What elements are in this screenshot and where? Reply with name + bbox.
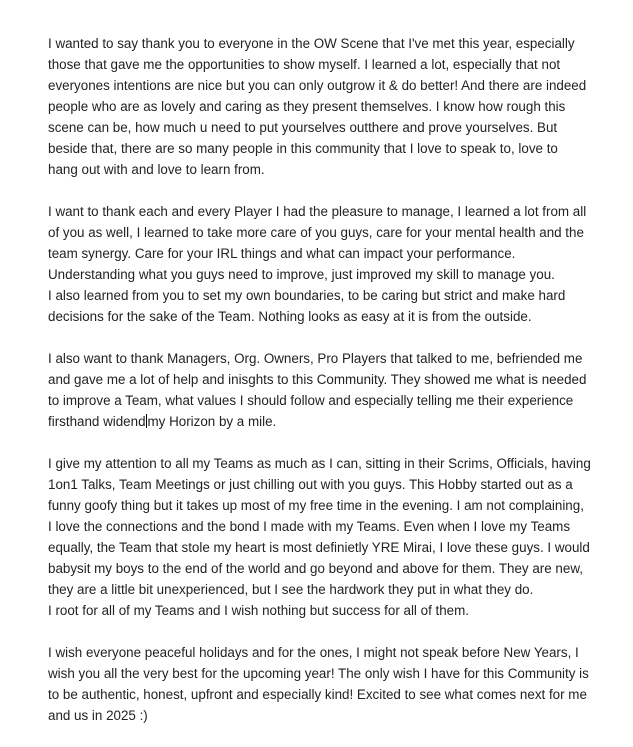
paragraph-1 [48,33,608,180]
text-line: 1on1 Talks, Team Meetings or just chilling out with you guys. This Hobby started out as a [48,477,573,492]
text-line: decisions for the sake of the Team. Nothing looks as easy at it is from the outside. [48,309,532,324]
paragraph-2 [48,201,608,327]
text-line: I also want to thank Managers, Org. Owners, Pro Players that talked to me, befriended me [48,351,583,366]
text-line: scene can be, how much u need to put yourselves outthere and prove yourselves. But [48,120,558,135]
text-line: hang out with and love to learn from. [48,162,265,177]
paragraph-4 [48,453,608,621]
text-line: to improve a Team, what values I should follow and especially telling me their experience [48,393,574,408]
text-after-caret: my Horizon by a mile. [147,414,277,429]
text-line: to be authentic, honest, upfront and especially kind! Excited to see what comes next for me [48,687,587,702]
text-line: I root for all of my Teams and I wish nothing but success for all of them. [48,603,470,618]
text-line: Understanding what you guys need to improve, just improved my skill to manage you. [48,267,555,282]
text-line: I wanted to say thank you to everyone in the OW Scene that I've met this year, especially [48,36,575,51]
text-line: people who are as lovely and caring as they present themselves. I know how rough this [48,99,566,114]
text-line: I wish everyone peaceful holidays and for the ones, I might not speak before New Years, I [48,645,579,660]
text-line: babysit my boys to the end of the world and go beyond and above for them. They are new, [48,561,583,576]
text-line: and gave me a lot of help and inisghts to this Community. They showed me what is needed [48,372,587,387]
text-line: I love the connections and the bond I made with my Teams. Even when I love my Teams [48,519,571,534]
document-body[interactable] [48,33,608,747]
text-line: I also learned from you to set my own boundaries, to be caring but strict and make hard [48,288,566,303]
text-line: I give my attention to all my Teams as much as I can, sitting in their Scrims, Officials, having [48,456,591,471]
text-line: equally, the Team that stole my heart is most definietly YRE Mirai, I love these guys. I would [48,540,590,555]
paragraph-5 [48,642,608,726]
text-line: team synergy. Care for your IRL things and what can impact your performance. [48,246,516,261]
text-line: I want to thank each and every Player I had the pleasure to manage, I learned a lot from all [48,204,587,219]
text-line: wish you all the very best for the upcoming year! The only wish I have for this Community is [48,666,589,681]
text-line: of you as well, I learned to take more care of you guys, care for your mental health and the [48,225,584,240]
text-before-caret: firsthand widend [48,414,146,429]
text-line: those that gave me the opportunities to show myself. I learned a lot, especially that not [48,57,561,72]
text-line: funny goofy thing but it takes up most of my free time in the evening. I am not complaining, [48,498,584,513]
paragraph-3 [48,348,608,432]
text-line: everyones intentions are nice but you can only outgrow it & do better! And there are indeed [48,78,587,93]
text-line: they are a little bit unexperienced, but I see the hardwork they put in what they do. [48,582,534,597]
text-line-with-caret [48,411,608,432]
text-line: and us in 2025 :) [48,708,148,723]
text-line: beside that, there are so many people in this community that I love to speak to, love to [48,141,558,156]
